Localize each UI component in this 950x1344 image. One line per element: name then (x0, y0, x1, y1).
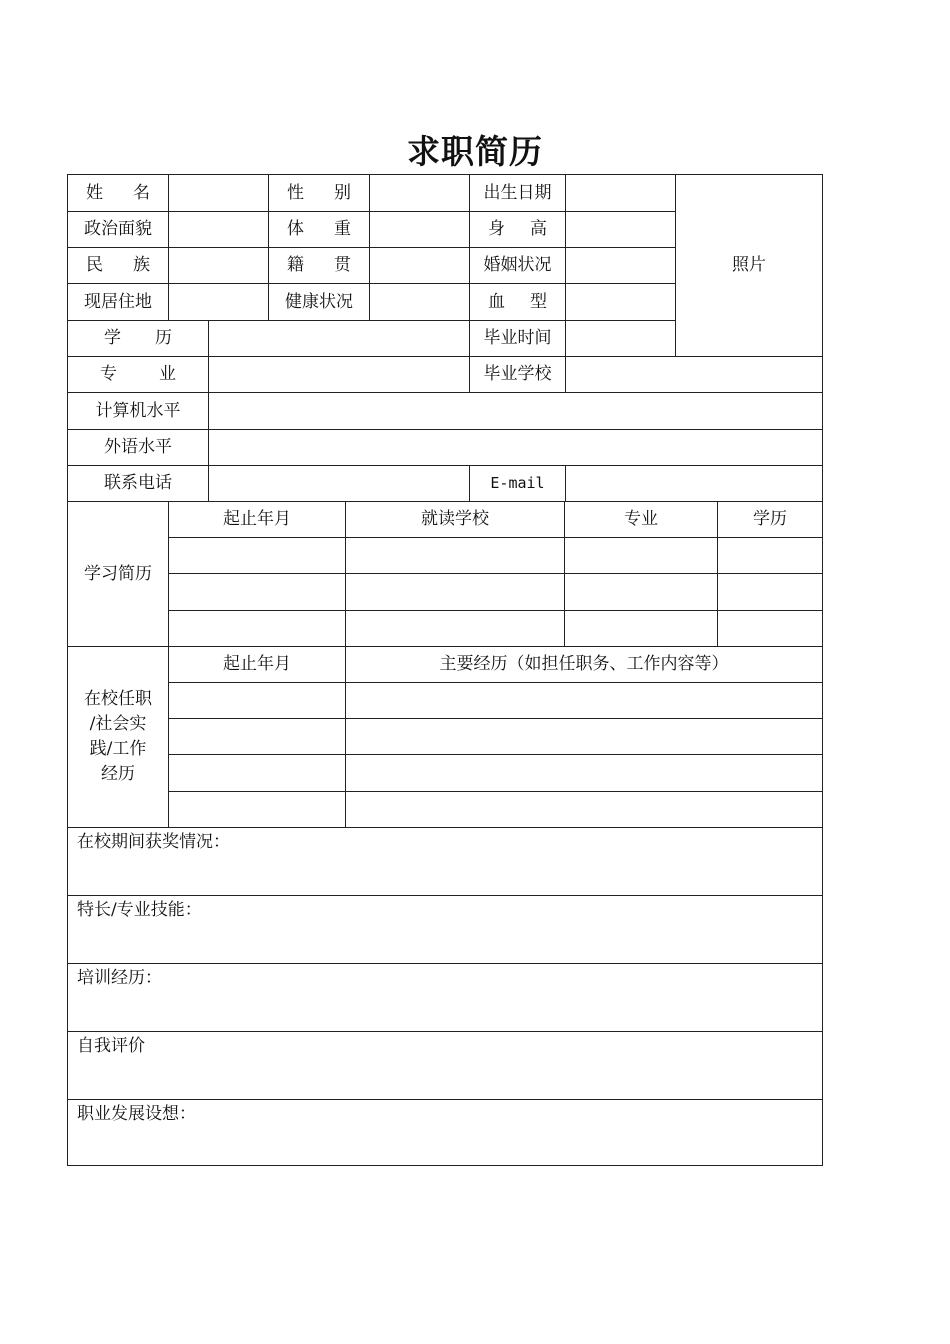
study-row-2-period[interactable] (168, 573, 345, 610)
blood-field[interactable] (565, 283, 675, 320)
study-row-2-degree[interactable] (717, 573, 823, 610)
label-computer: 计算机水平 (67, 392, 208, 429)
health-field[interactable] (369, 283, 469, 320)
grad-time-field[interactable] (565, 320, 675, 356)
work-label-line: 经历 (101, 764, 135, 784)
study-header-school: 就读学校 (345, 501, 564, 537)
career-plan-section[interactable]: 职业发展设想： (67, 1099, 823, 1166)
work-row-4-experience[interactable] (345, 791, 823, 827)
label-native: 籍 贯 (268, 247, 369, 283)
label-health: 健康状况 (268, 283, 369, 320)
label-grad-school: 毕业学校 (469, 356, 565, 392)
work-row-4-period[interactable] (168, 791, 345, 827)
label-ethnicity: 民 族 (67, 247, 168, 283)
work-row-2-experience[interactable] (345, 718, 823, 754)
study-row-1-degree[interactable] (717, 537, 823, 573)
political-field[interactable] (168, 211, 268, 247)
height-field[interactable] (565, 211, 675, 247)
label-gender: 性 别 (268, 174, 369, 211)
work-header-period: 起止年月 (168, 646, 345, 682)
native-field[interactable] (369, 247, 469, 283)
birth-field[interactable] (565, 174, 675, 211)
work-header-experience: 主要经历（如担任职务、工作内容等） (345, 646, 823, 682)
label-weight: 体 重 (268, 211, 369, 247)
work-row-3-experience[interactable] (345, 754, 823, 791)
skills-section[interactable]: 特长/专业技能： (67, 895, 823, 963)
gender-field[interactable] (369, 174, 469, 211)
study-row-3-school[interactable] (345, 610, 564, 646)
email-field[interactable] (565, 465, 823, 501)
training-section[interactable]: 培训经历： (67, 963, 823, 1031)
label-name: 姓 名 (67, 174, 168, 211)
phone-field[interactable] (208, 465, 469, 501)
ethnicity-field[interactable] (168, 247, 268, 283)
label-political: 政治面貌 (67, 211, 168, 247)
residence-field[interactable] (168, 283, 268, 320)
label-blood: 血 型 (469, 283, 565, 320)
label-birth: 出生日期 (469, 174, 565, 211)
page-title: 求职简历 (407, 132, 543, 171)
study-row-1-period[interactable] (168, 537, 345, 573)
label-phone: 联系电话 (67, 465, 208, 501)
grad-school-field[interactable] (565, 356, 823, 392)
label-marital: 婚姻状况 (469, 247, 565, 283)
study-row-3-degree[interactable] (717, 610, 823, 646)
self-evaluation-section[interactable]: 自我评价 (67, 1031, 823, 1099)
computer-field[interactable] (208, 392, 823, 429)
education-field[interactable] (208, 320, 469, 356)
work-row-3-period[interactable] (168, 754, 345, 791)
marital-field[interactable] (565, 247, 675, 283)
label-study-history: 学习简历 (67, 501, 168, 646)
photo-box: 照片 (675, 174, 823, 356)
study-header-major: 专业 (564, 501, 717, 537)
work-label-line: /社会实 (89, 714, 147, 734)
study-header-period: 起止年月 (168, 501, 345, 537)
study-header-degree: 学历 (717, 501, 823, 537)
language-field[interactable] (208, 429, 823, 465)
label-work-history (67, 646, 168, 827)
label-grad-time: 毕业时间 (469, 320, 565, 356)
work-label-line: 在校任职 (84, 689, 152, 709)
work-row-2-period[interactable] (168, 718, 345, 754)
study-row-1-major[interactable] (564, 537, 717, 573)
study-row-2-major[interactable] (564, 573, 717, 610)
label-email: E-mail (469, 465, 565, 501)
weight-field[interactable] (369, 211, 469, 247)
label-language: 外语水平 (67, 429, 208, 465)
study-row-3-major[interactable] (564, 610, 717, 646)
study-row-2-school[interactable] (345, 573, 564, 610)
study-row-1-school[interactable] (345, 537, 564, 573)
work-row-1-period[interactable] (168, 682, 345, 718)
label-major: 专 业 (67, 356, 208, 392)
label-height: 身 高 (469, 211, 565, 247)
major-field[interactable] (208, 356, 469, 392)
label-education: 学 历 (67, 320, 208, 356)
study-row-3-period[interactable] (168, 610, 345, 646)
awards-section[interactable]: 在校期间获奖情况： (67, 827, 823, 895)
work-row-1-experience[interactable] (345, 682, 823, 718)
work-label-line: 践/工作 (89, 739, 147, 759)
name-field[interactable] (168, 174, 268, 211)
label-residence: 现居住地 (67, 283, 168, 320)
